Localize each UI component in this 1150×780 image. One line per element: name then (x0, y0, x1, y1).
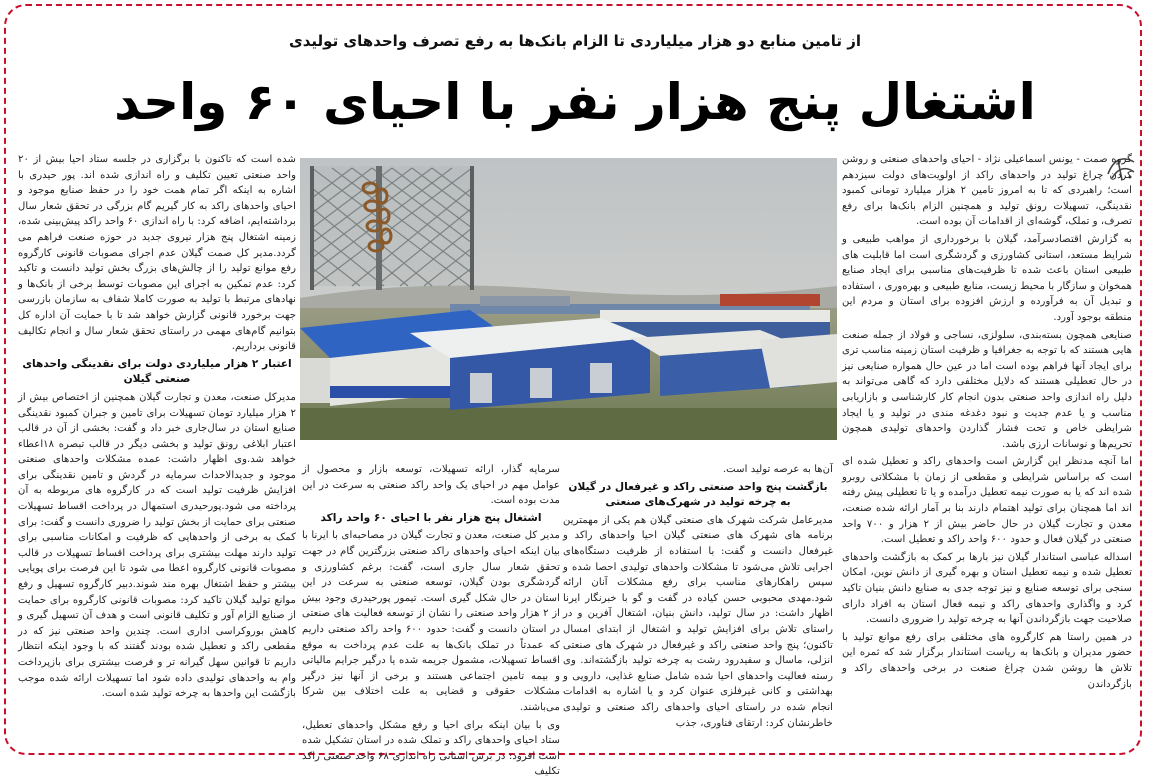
article-paragraph: به گزارش اقتصادسرآمد، گیلان با برخورداری از مواهب طبیعی و شرایط مستعد، استانی کشاورزی و گردشگری است اما قابلیت های طبیعی استان باعث شده تا ظرفیت‌های مناسبی برای ایجاد صنایع همخوان و سازگار با محیط زیست، منابع طبیعی و بهره‌وری ، استفاده و تبدیل آن به فرآورده و ارزش افزوده برای استان و مردم این منطقه بوجود آورد. (842, 233, 1132, 323)
article-subheading: اشتغال پنج هزار نفر با احیای ۶۰ واحد راکد (320, 511, 542, 524)
article-paragraph: صنایعی همچون بسته‌بندی، سلولزی، نساجی و فولاد از جمله صنعت هایی هستند که با توجه به جغرافیا و ظرفیت استان زمینه مناسب تری برای ایجاد آنها فراهم بوده است اما در عین حال همواره صنایعی نیز در حال تعطیلی هستند که دلایل مختلفی دارد که گاهی می‌تواند به دلیل راه اندازی واحد صنعتی بدون انجام کار کارشناسی و بازاریابی مناسب و یا عدم جدیت و نبود دغدغه مندی در تولید و یا ایجاد شرایطی خاص و تحت فشار گذاردن واحدهای تولیدی همچون تحریم‌ها و نوسانات ارزی باشد. (842, 329, 1132, 450)
article-paragraph: اما آنچه مدنظر این گزارش است واحدهای راکد و تعطیل شده ای است که براساس شرایطی و مقطعی از زمان با مشکلاتی روبرو شده اند که یا به صورت نیمه تعطیل درآمده و یا تا تعطیلی پیش رفته اند اما همچنان برای تولید اهتمام دارند بنا بر آمار ارائه شده صنعت، معدن و تجارت گیلان در حال حاضر بیش از ۲ هزار و ۷۰۰ واحد صنعتی در گیلان فعال و حدود ۶۰۰ واحد راکد و تعطیل است. (842, 456, 1132, 546)
article-paragraph: مدیر کل صنعت، معدن و تجارت گیلان در مصاحبه‌ای با ایرنا با بیان اینکه احیای واحدهای راکد صنعتی بزرگترین گام در جهت تحقق شعار سال جاری است، گفت: برغم کشاورزی و گردشگری بودن گیلان، توسعه صنعتی به سرعت در این استان در حال شکل گیری است. تیمور پورحیدری وجود بیش از ۲ هزار واحد صنعتی را نشان از توسعه فعالیت های صنعتی در استان دانست و گفت: حدود ۶۰۰ واحد راکد صنعتی داریم که عمدتاً در تملک بانک‌ها به علت عدم پرداخت به موقع اقساط تسهیلات، مشمول جریمه شده یا درگیر جرایم مالیاتی و بیمه تامین اجتماعی هستند و برخی از آنها نیز درگیر مشکلات حقوقی و قضایی به علت اختلاف بین شرکا می‌باشند. (302, 530, 561, 713)
article-paragraph: اسداله عباسی استاندار گیلان نیز بارها بر کمک به بازگشت واحدهای تعطیل شده و نیمه تعطیل استان و بهره گیری از دانش نوین، امکان سنجی برای توسعه صنایع و نیز توجه جدی به صنایع دانش بنیان تاکید کرد و واگذاری واحدهای راکد و نیمه فعال استان به افراد دارای صلاحیت جهت بازگرداندن آنها به چرخه تولید را ضروری دانست. (842, 551, 1132, 626)
article-kicker: از تامین منابع دو هزار میلیاردی تا الزام بانک‌ها به رفع تصرف واحدهای تولیدی (289, 32, 861, 50)
article-subheading: بازگشت پنج واحد صنعتی راکد و غیرفعال در گیلان به چرخه تولید در شهرک‌های صنعتی (568, 480, 828, 509)
article-paragraph: در همین راستا هم کارگروه های مختلفی برای رفع موانع تولید با حضور مدیران و بانک‌ها به ریاست استاندار برگزار شد که ثمره این تلاش ها روشن شدن چراغ صنعت در برخی واحدهای راکد و بازگرداندن (842, 631, 1132, 690)
article-paragraph: آن‌ها به عرصه تولید است. (722, 464, 833, 475)
article-paragraph: گروه صمت - یونس اسماعیلی نژاد - احیای واحدهای صنعتی و روشن کردن چراغ تولید در واحدهای راکد از اولویت‌های دولت سیزدهم است؛ راهبردی که تا به امروز تامین ۲ هزار میلیارد تومانی کمبود نقدینگی، تسهیلات رونق تولید و همچنین الزام بانک‌ها برای رفع تصرف، و تملک، گوشه‌ای از اقدامات آن بوده است. (842, 154, 1132, 228)
industrial-estate-photo (300, 158, 837, 440)
factory-roofs-icon (300, 158, 837, 440)
article-column-middle-left (302, 462, 561, 778)
article-headline: اشتغال پنج هزار نفر با احیای ۶۰ واحد (114, 73, 1036, 131)
article-column-middle-right (563, 462, 833, 746)
article-column-right (842, 152, 1132, 746)
article-paragraph: شده است که تاکنون با برگزاری در جلسه ستاد احیا بیش از ۲۰ واحد صنعتی تعیین تکلیف و راه اندازی شده اند. پور حیدری با اشاره به اینکه اگر تمام همت خود را در حفظ صنایع موجود و احیای واحدهای راکد به کار گیریم گام بزرگی در تحقق شعار سال برداشته‌ایم، اضافه کرد: با راه اندازی ۶۰ واحد راکد پیش‌بینی شده، زمینه اشتغال پنج هزار نیروی جدید در حوزه صنعت فراهم می گردد.مدیر کل صمت گیلان عدم اجرای مصوبات قانونی کارگروه رفع موانع تولید را از چالش‌های بزرگ بخش تولید دانست و تاکید کرد: عدم تمکین به اجرای این مصوبات توسط برخی از بانک‌ها و نهادهای مرتبط با تولید به صورت کاملا شفاف به سازمان بازرسی جهت برخورد قانونی گزارش خواهد شد تا با حمایت آن اداره کل بتوانیم گام‌های مهمی در راستای تحقق شعار سال و انجام تکالیف قانونی برداریم. (18, 154, 296, 353)
article-subheading: اعتبار ۲ هزار میلیاردی دولت برای نقدینگی واحدهای صنعتی گیلان (22, 357, 292, 386)
article-paragraph: مدیرکل صنعت، معدن و تجارت گیلان همچنین از اختصاص بیش از ۲ هزار میلیارد تومان تسهیلات برای تامین و جبران کمبود نقدینگی صنایع استان در سال‌جاری خبر داد و گفت: بخشی از آن در قالب اعتبار ابلاغی رونق تولید و بخشی دیگر در قالب تبصره ۱۸اعطاء خواهد شد.وی اظهار داشت: عمده مشکلات واحدهای صنعتی موجود و جدیدالاحداث سرمایه در گردش و تامین نقدینگی برای افزایش ظرفیت تولید است که در کارگروه های مربوطه به آن پرداخته می شود.پورحیدری استمهال در پرداخت اقساط تسهیلات صنعتی برای حمایت از بخش تولید را ضروری دانست و گفت: برای کمک به برخی از واحدهایی که ظرفیت و امکانات مناسبی برای تولید دارند مهلت بیشتری برای پرداخت اقساط تسهیلات در قالب مصوبات قانونی کارگروه اعطا می شود تا این فرصت برای پویایی بیشتر و حفظ اشتغال بهره مند شوند.دبیر کارگروه تسهیل و رفع موانع تولید گیلان تاکید کرد: مصوبات قانونی کارگروه برای حمایت از صنایع الزام آور و تکلیف قانونی است و هدف آن تسهیل گیری و کاهش بوروکراسی اداری است. چندین واحد صنعتی نیز که در مقطعی راکد و تعطیل شده بودند گفتند که با وجود اینکه انتظار داریم تا قوانین سهل گیرانه تر و فرصت بیشتری برای بازپرداخت وام به واحدهای تولیدی داده شود اما تسهیلات ارائه شده موجب بازگشت این واحدها به چرخه تولید شده است. (18, 391, 296, 700)
article-paragraph: سرمایه گذار، ارائه تسهیلات، توسعه بازار و محصول از عوامل مهم در احیای یک واحد راکد صنعتی به سرعت در این مدت بوده است. (302, 464, 560, 507)
article-paragraph: مدیرعامل شرکت شهرک های صنعتی گیلان هم یکی از مهمترین برنامه های شهرک های صنعتی گیلان احیا واحدهای راکد و غیرفعال دانست و گفت: با استفاده از ظرفیت دستگاه‌های اجرایی تلاش می‌شود تا مشکلات واحدهای تولیدی احصا شده و سپس راهکارهای مناسب برای رفع مشکلات آنان ارائه شود.مهدی محبوبی حسن کیاده در گفت و گو با خبرنگار ایرنا اظهار داشت: در سال تولید، دانش بنیان، اشتغال آفرین و در راستای تلاش برای افزایش تولید و اشتغال از ابتدای امسال تاکنون؛ پنج واحد صنعتی راکد و غیرفعال در شهرک های صنعتی انزلی، ماسال و سفیدرود رشت به چرخه تولید بازگشته‌اند. وی رسته فعالیت واحدهای احیا شده شامل صنایع غذایی، دارویی و بهداشتی و کانی غیرفلزی عنوان کرد و یا اشاره به اقدامات انجام شده در راستای احیای واحدهای راکد صنعتی و تولیدی خاطرنشان کرد: ارتقای فناوری، جذب (563, 514, 833, 729)
article-column-left (18, 152, 296, 746)
article-paragraph: وی با بیان اینکه برای احیا و رفع مشکل واحدهای تعطیل، ستاد احیای واحدهای راکد و تملک شده در استان تشکیل شده است افزود: در برش استانی راه اندازی ۶۸ واحد صنعتی راکد تکلیف (302, 719, 561, 778)
